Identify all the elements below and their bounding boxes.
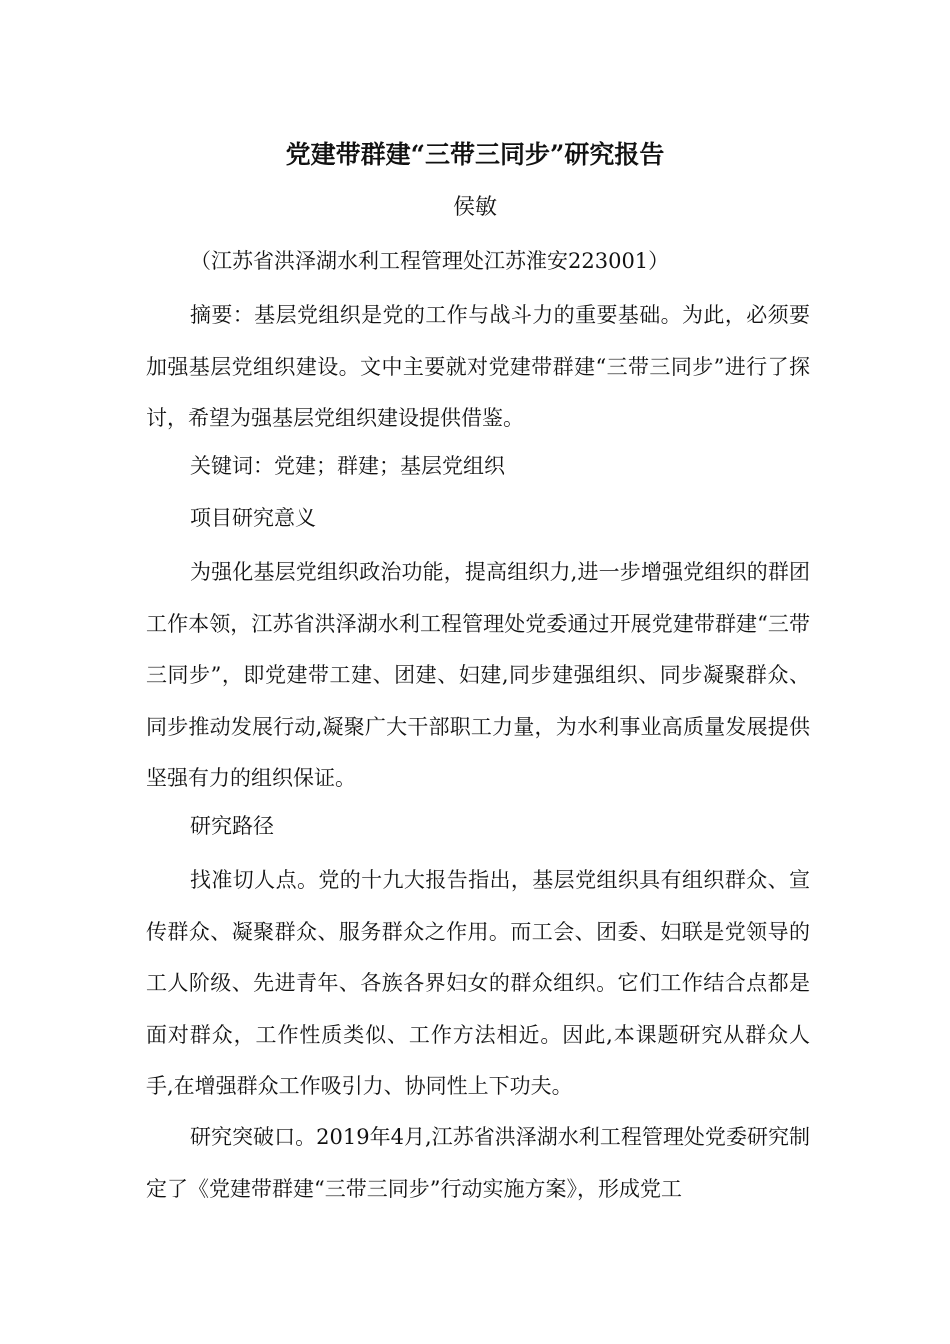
document-title: 党建带群建“三带三同步”研究报告 [285,140,665,169]
author-name: 侯敏 [452,195,497,220]
path-paragraph-entry-point: 找准切人点。党的十九大报告指出，基层党组织具有组织群众、宣传群众、凝聚群众、服务群众之作用。而工会、团委、妇联是党领导的工人阶级、先进青年、各族各界妇女的群众组织。它们工作结合点都是面对群众，工作性质类似、工作方法相近。因此,本课题研究从群众人手,在增强群众工作吸引力、协同性上下功夫。 [146,868,810,1098]
author-affiliation: （江苏省洪泽湖水利工程管理处江苏淮安223001） [190,249,670,273]
section-heading-path: 研究路径 [190,814,274,838]
abstract-paragraph: 摘要：基层党组织是党的工作与战斗力的重要基础。为此，必须要加强基层党组织建设。文中主要就对党建带群建“三带三同步”进行了探讨，希望为强基层党组织建设提供借鉴。 [146,303,810,430]
keywords-line: 关键词：党建；群建；基层党组织 [190,454,505,478]
significance-paragraph: 为强化基层党组织政治功能，提高组织力,进一步增强党组织的群团工作本领，江苏省洪泽湖水利工程管理处党委通过开展党建带群建“三带三同步”，即党建带工建、团建、妇建,同步建强组织、同步凝聚群众、同步推动发展行动,凝聚广大干部职工力量，为水利事业高质量发展提供坚强有力的组织保证。 [146,560,810,790]
section-heading-significance: 项目研究意义 [190,506,316,530]
path-paragraph-breakthrough: 研究突破口。2019年4月,江苏省洪泽湖水利工程管理处党委研究制定了《党建带群建“三带三同步”行动实施方案》，形成党工 [146,1125,810,1201]
